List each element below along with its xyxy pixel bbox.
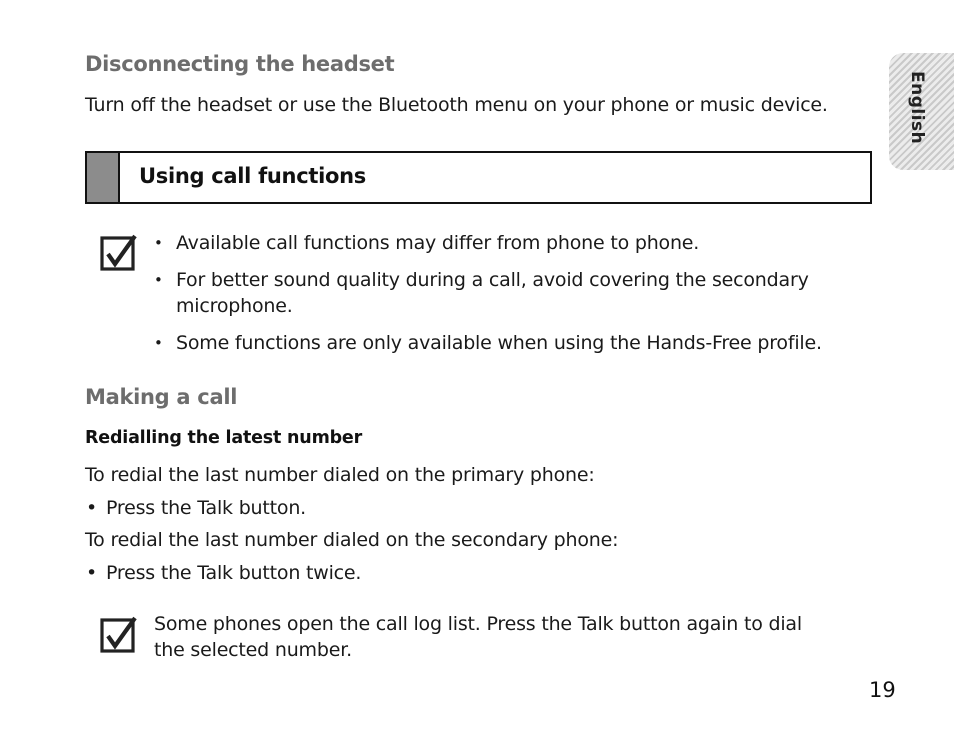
notes-list — [154, 230, 834, 356]
note-item: • For better sound quality during a call, avoid covering the secondary microphone. — [154, 267, 834, 319]
note-item: • Some functions are only available when using the Hands-Free profile. — [154, 330, 834, 356]
language-tab — [889, 53, 954, 170]
language-tab-label: English — [907, 71, 927, 145]
primary-steps — [85, 495, 306, 521]
primary-intro: To redial the last number dialed on the primary phone: — [85, 464, 595, 486]
disconnect-heading: Disconnecting the headset — [85, 52, 395, 76]
step-item: • Press the Talk button. — [85, 495, 306, 521]
section-title: Using call functions — [139, 164, 366, 188]
checkbox-icon — [100, 234, 138, 272]
page-number: 19 — [869, 678, 896, 702]
redial-subheading: Redialling the latest number — [85, 428, 363, 448]
note-item: • Available call functions may differ from phone to phone. — [154, 230, 834, 256]
making-call-heading: Making a call — [85, 385, 238, 409]
checkbox-icon — [100, 616, 138, 654]
note2-text: Some phones open the call log list. Press the Talk button again to dial the selected number. — [154, 613, 802, 661]
disconnect-text: Turn off the headset or use the Bluetooth menu on your phone or music device. — [85, 94, 828, 116]
secondary-intro: To redial the last number dialed on the secondary phone: — [85, 529, 619, 551]
section-marker — [87, 153, 120, 202]
step-item: • Press the Talk button twice. — [85, 560, 361, 586]
secondary-steps — [85, 560, 361, 586]
section-header — [85, 151, 872, 204]
